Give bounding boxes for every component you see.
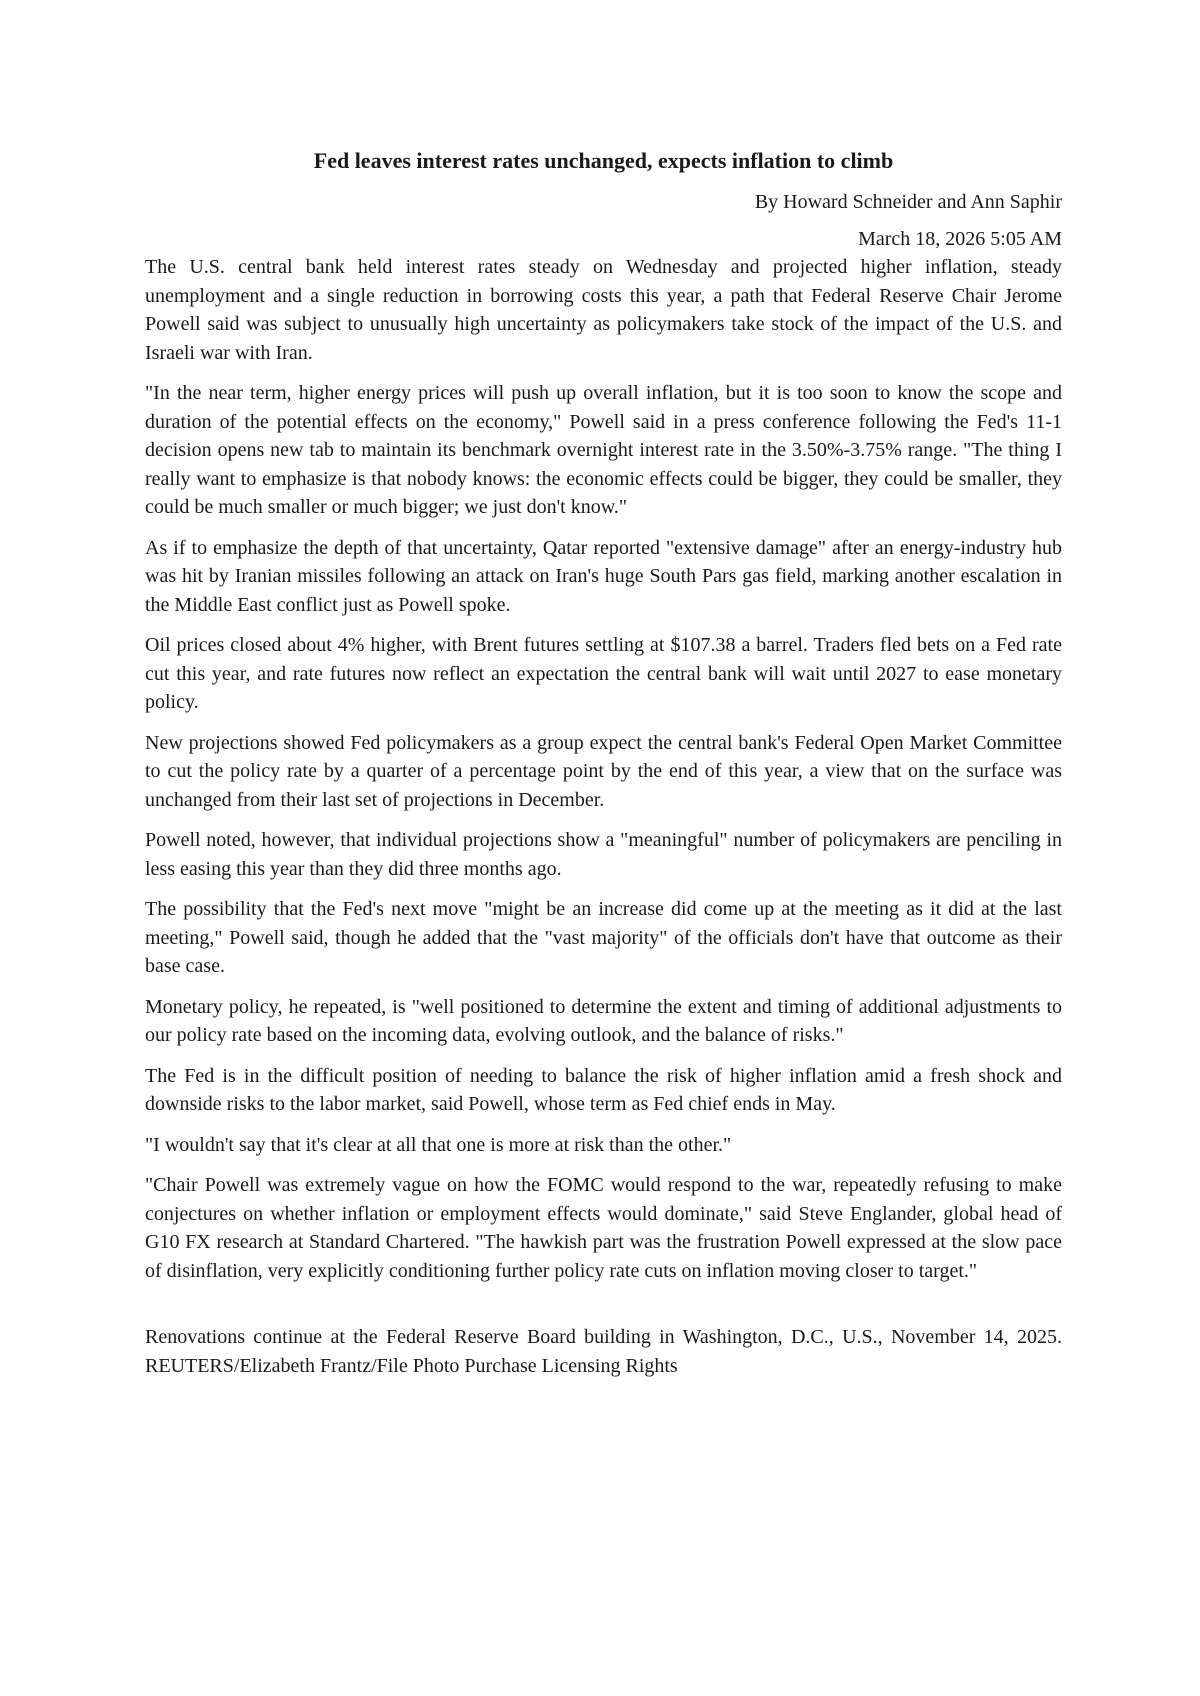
article-date: March 18, 2026 5:05 AM bbox=[858, 228, 1062, 250]
article-body bbox=[145, 253, 1062, 1285]
photo-caption: Renovations continue at the Federal Reserve Board building in Washington, D.C., U.S., November 14, 2025. REUTERS/Elizabeth Frantz/File Photo Purchase Licensing Rights bbox=[145, 1326, 1062, 1377]
article-paragraph: As if to emphasize the depth of that uncertainty, Qatar reported "extensive damage" after an energy-industry hub was hit by Iranian missiles following an attack on Iran's huge South Pars gas field, marking another escalation in the Middle East conflict just as Powell spoke. bbox=[145, 536, 1062, 616]
article-paragraph: Oil prices closed about 4% higher, with Brent futures settling at $107.38 a barrel. Traders fled bets on a Fed rate cut this year, and rate futures now reflect an expectation the central bank will wait until 2027 to ease monetary policy. bbox=[145, 634, 1062, 713]
article-paragraph: Powell noted, however, that individual projections show a "meaningful" number of policymakers are penciling in less easing this year than they did three months ago. bbox=[145, 829, 1062, 880]
article-page bbox=[145, 140, 1062, 1380]
article-paragraph: Monetary policy, he repeated, is "well positioned to determine the extent and timing of additional adjustments to our policy rate based on the incoming data, evolving outlook, and the balance of risks." bbox=[145, 995, 1062, 1046]
article-paragraph: "I wouldn't say that it's clear at all that one is more at risk than the other." bbox=[145, 1133, 732, 1156]
article-title: Fed leaves interest rates unchanged, expects inflation to climb bbox=[313, 148, 894, 173]
article-byline: By Howard Schneider and Ann Saphir bbox=[754, 191, 1062, 213]
article-paragraph: The possibility that the Fed's next move "might be an increase did come up at the meeting as it did at the last meeting," Powell said, though he added that the "vast majority" of the officials don't have that outcome as their base case. bbox=[145, 898, 1062, 977]
article-paragraph: The U.S. central bank held interest rates steady on Wednesday and projected higher inflation, steady unemployment and a single reduction in borrowing costs this year, a path that Federal Reserve Chair Jerome Powell said was subject to unusually high uncertainty as policymakers take stock of the impact of the U.S. and Israeli war with Iran. bbox=[145, 256, 1062, 364]
article-paragraph: "In the near term, higher energy prices will push up overall inflation, but it is too soon to know the scope and duration of the potential effects on the economy," Powell said in a press conference following the Fed's 11-1 decision opens new tab to maintain its benchmark overnight interest rate in the 3.50%-3.75% range. "The thing I really want to emphasize is that nobody knows: the economic effects could be bigger, they could be smaller, they could be much smaller or much bigger; we just don't know." bbox=[145, 382, 1062, 518]
article-paragraph: "Chair Powell was extremely vague on how the FOMC would respond to the war, repeatedly refusing to make conjectures on whether inflation or employment effects would dominate," said Steve Englander, global head of G10 FX research at Standard Chartered. "The hawkish part was the frustration Powell expressed at the slow pace of disinflation, very explicitly conditioning further policy rate cuts on inflation moving closer to target." bbox=[145, 1174, 1062, 1282]
article-paragraph: The Fed is in the difficult position of needing to balance the risk of higher inflation amid a fresh shock and downside risks to the labor market, said Powell, whose term as Fed chief ends in May. bbox=[145, 1064, 1062, 1115]
article-paragraph: New projections showed Fed policymakers as a group expect the central bank's Federal Open Market Committee to cut the policy rate by a quarter of a percentage point by the end of this year, a view that on the surface was unchanged from their last set of projections in December. bbox=[145, 731, 1062, 811]
